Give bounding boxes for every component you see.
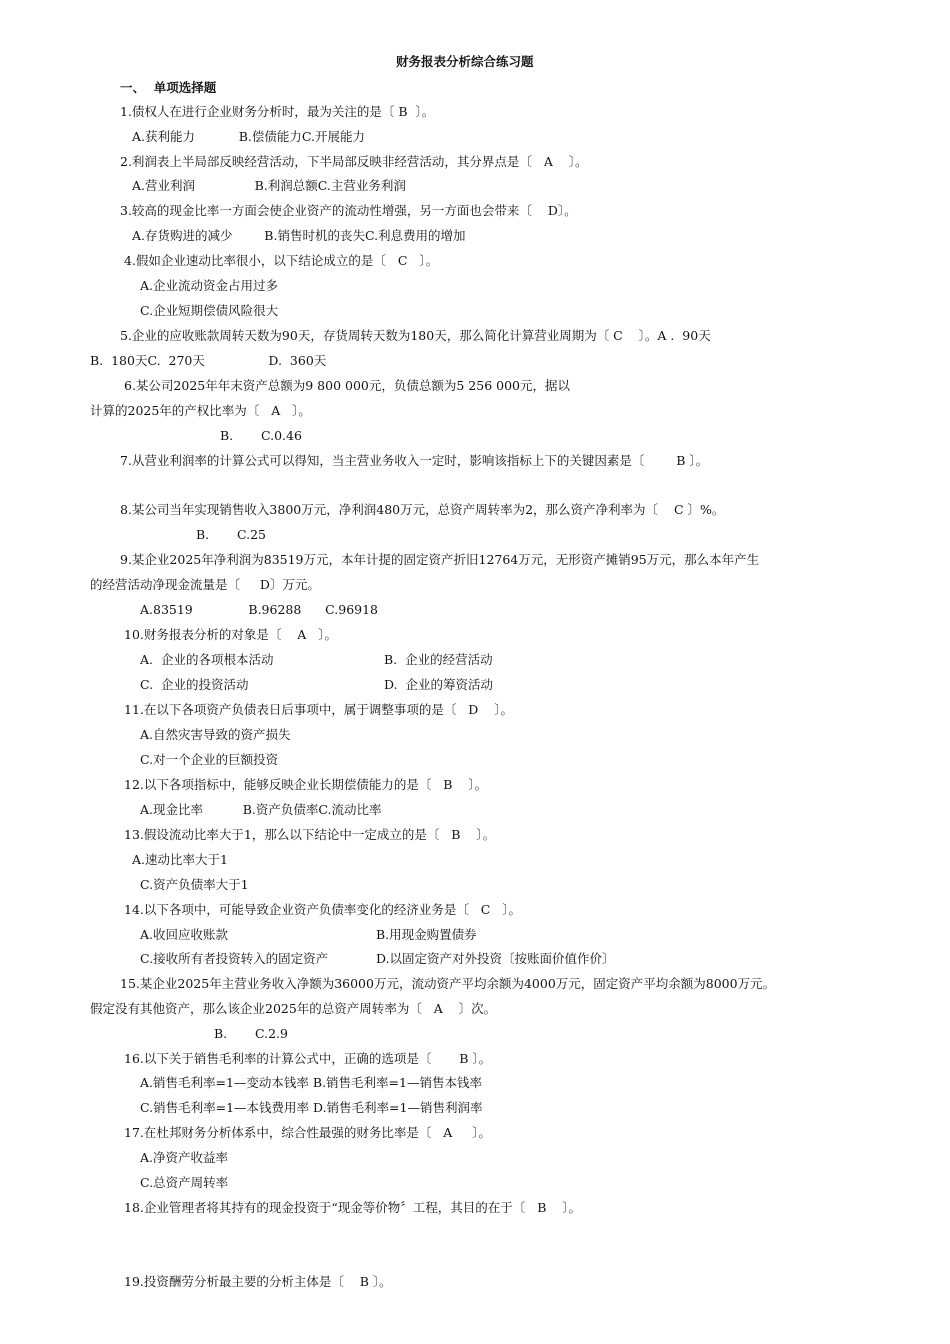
option-14c: C.接收所有者投资转入的固定资产 (140, 951, 329, 966)
option-10c: C. 企业的投资活动 (140, 677, 249, 692)
question-1: 1.债权人在进行企业财务分析时，最为关注的是〔 B 〕。 (120, 104, 435, 119)
options-3: A.存货购进的减少 B.销售时机的丧失C.利息费用的增加 (132, 228, 466, 243)
options-9: A.83519 B.96288 C.96918 (140, 602, 379, 617)
question-7: 7.从营业利润率的计算公式可以得知，当主营业务收入一定时，影响该指标上下的关键因素是〔 B 〕。 (120, 453, 709, 468)
question-3: 3.较高的现金比率一方面会使企业资产的流动性增强，另一方面也会带来〔 D〕。 (120, 203, 577, 218)
question-16: 16.以下关于销售毛利率的计算公式中，正确的选项是〔 B 〕。 (124, 1051, 492, 1066)
question-17: 17.在杜邦财务分析体系中，综合性最强的财务比率是〔 A 〕。 (124, 1125, 491, 1140)
option-14d: D.以固定资产对外投资〔按账面价值作价〕 (376, 951, 615, 966)
option-11c: C.对一个企业的巨额投资 (140, 752, 279, 767)
question-15: 15.某企业2025年主营业务收入净额为36000万元，流动资产平均余额为4000万元，固定资产平均余额为8000万元。 (120, 976, 776, 991)
option-14b: B.用现金购置债券 (376, 927, 477, 942)
question-11: 11.在以下各项资产负债表日后事项中，属于调整事项的是〔 D 〕。 (124, 702, 513, 717)
option-17c: C.总资产周转率 (140, 1175, 229, 1190)
question-10: 10.财务报表分析的对象是〔 A 〕。 (124, 627, 337, 642)
question-9: 9.某企业2025年净利润为83519万元，本年计提的固定资产折旧12764万元，无形资产摊销95万元，那么本年产生 (120, 552, 760, 567)
options-12: A.现金比率 B.资产负债率C.流动比率 (140, 802, 382, 817)
option-10d: D. 企业的筹资活动 (384, 677, 493, 692)
section-heading: 一、 单项选择题 (120, 80, 217, 95)
question-14: 14.以下各项中，可能导致企业资产负债率变化的经济业务是〔 C 〕。 (124, 902, 522, 917)
options-16ab: A.销售毛利率=1—变动本钱率 B.销售毛利率=1—销售本钱率 (140, 1075, 482, 1090)
options-5: B. 180天C. 270天 D. 360天 (90, 353, 327, 368)
options-15: B. C.2.9 (214, 1026, 288, 1041)
options-2: A.营业利润 B.利润总额C.主营业务利润 (132, 178, 406, 193)
question-4: 4.假如企业速动比率很小，以下结论成立的是〔 C 〕。 (124, 253, 439, 268)
option-10b: B. 企业的经营活动 (384, 652, 493, 667)
option-13a: A.速动比率大于1 (132, 852, 228, 867)
options-6: B. C.0.46 (220, 428, 302, 443)
option-4a: A.企业流动资金占用过多 (140, 278, 279, 293)
option-11a: A.自然灾害导致的资产损失 (140, 727, 291, 742)
options-1: A.获利能力 B.偿债能力C.开展能力 (132, 129, 365, 144)
option-17a: A.净资产收益率 (140, 1150, 229, 1165)
option-14a: A.收回应收账款 (140, 927, 229, 942)
question-18: 18.企业管理者将其持有的现金投资于“现金等价物〞工程，其目的在于〔 B 〕。 (124, 1200, 582, 1215)
question-13: 13.假设流动比率大于1，那么以下结论中一定成立的是〔 B 〕。 (124, 827, 496, 842)
options-16cd: C.销售毛利率=1—本钱费用率 D.销售毛利率=1—销售利润率 (140, 1100, 483, 1115)
question-8: 8.某公司当年实现销售收入3800万元，净利润480万元，总资产周转率为2，那么资产净利率为〔 C 〕%。 (120, 502, 725, 517)
question-15-cont: 假定没有其他资产，那么该企业2025年的总资产周转率为〔 A 〕次。 (90, 1001, 497, 1016)
option-13c: C.资产负债率大于1 (140, 877, 249, 892)
question-6-cont: 计算的2025年的产权比率为〔 A 〕。 (90, 403, 311, 418)
options-8: B. C.25 (196, 527, 266, 542)
option-4c: C.企业短期偿债风险很大 (140, 303, 279, 318)
question-5: 5.企业的应收账款周转天数为90天，存货周转天数为180天，那么简化计算营业周期为〔 C 〕。A . 90天 (120, 328, 711, 343)
question-9-cont: 的经营活动净现金流量是〔 D〕万元。 (90, 577, 320, 592)
question-19: 19.投资酬劳分析最主要的分析主体是〔 B 〕。 (124, 1274, 392, 1289)
document-title: 财务报表分析综合练习题 (396, 54, 534, 69)
option-10a: A. 企业的各项根本活动 (140, 652, 274, 667)
question-12: 12.以下各项指标中，能够反映企业长期偿债能力的是〔 B 〕。 (124, 777, 488, 792)
question-6: 6.某公司2025年年末资产总额为9 800 000元，负债总额为5 256 000元，据以 (124, 378, 570, 393)
question-2: 2.利润表上半局部反映经营活动，下半局部反映非经营活动，其分界点是〔 A 〕。 (120, 154, 588, 169)
